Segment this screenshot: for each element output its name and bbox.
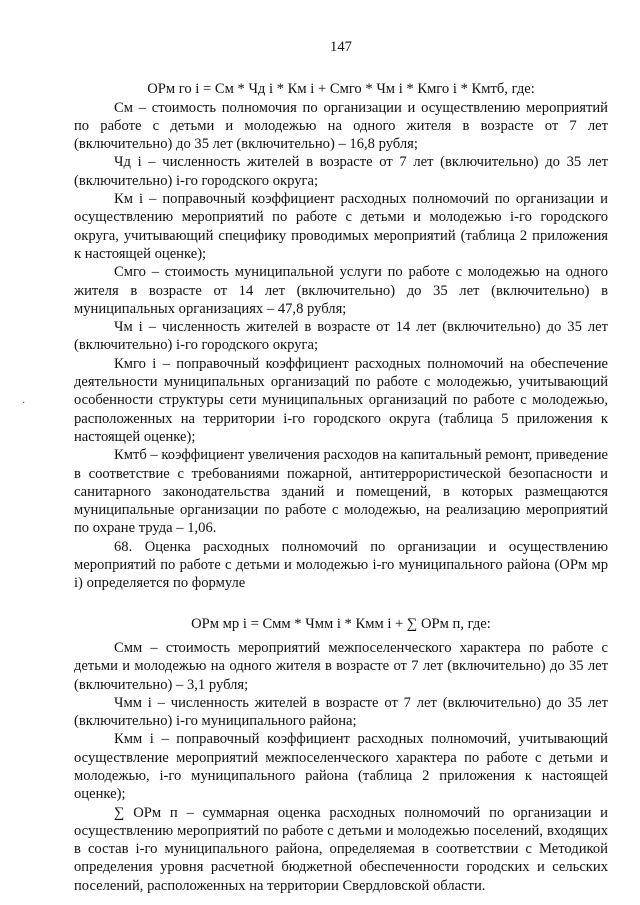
paragraph-sum-orm: ∑ ОРм п – суммарная оценка расходных полномочий по организации и осуществлению мероприятий по работе с детьми и молодежью поселений, входящих в состав i-го муниципального района, определяемая в соответствии с Методикой определения уровня расчетной бюджетной обеспеченности городских и сельских поселений, расположенных на территории Свердловской области. (74, 804, 608, 894)
paragraph-kmgo: Кмго i – поправочный коэффициент расходных полномочий на обеспечение деятельности муниципальных организаций по работе с молодежью, учитывающий особенности структуры сети муниципальных организаций по работе с молодежью, расположенных на территории i-го городского округа (таблица 5 приложения к настоящей оценке); (74, 355, 608, 445)
paragraph-section-68: 68. Оценка расходных полномочий по организации и осуществлению мероприятий по работе с детьми и молодежью i-го муниципального района (ОРм мр i) определяется по формуле (74, 538, 608, 592)
margin-dot-mark: · (22, 398, 26, 409)
formula-municipal-district: ОРм мр i = Смм * Чмм i * Кмм i + ∑ ОРм п, где: (191, 615, 491, 632)
paragraph-sm: См – стоимость полномочия по организации и осуществлению мероприятий по работе с детьми и молодежью на одного жителя в возрасте от 7 лет (включительно) до 35 лет (включительно) – 16,8 рубля; (74, 99, 608, 153)
formula-city-district: ОРм го i = См * Чд i * Км i + Смго * Чм i * Кмго i * Кмтб, где: (147, 81, 535, 98)
paragraph-chd: Чд i – численность жителей в возрасте от 7 лет (включительно) до 35 лет (включительно) i-го городского округа; (74, 154, 608, 189)
paragraph-chmm: Чмм i – численность жителей в возрасте от 7 лет (включительно) до 35 лет (включительно) i-го муниципального района; (74, 694, 608, 730)
page-number: 147 (330, 39, 352, 55)
document-page (74, 38, 608, 895)
paragraph-chm: Чм i – численность жителей в возрасте от 14 лет (включительно) до 35 лет (включительно) i-го городского округа; (74, 319, 608, 354)
paragraph-smm: Смм – стоимость мероприятий межпоселенческого характера по работе с детьми и молодежью на одного жителя в возрасте от 7 лет (включительно) до 35 лет (включительно) – 3,1 рубля; (74, 639, 608, 693)
paragraph-smgo: Смго – стоимость муниципальной услуги по работе с молодежью на одного жителя в возрасте от 14 лет (включительно) до 35 лет (включительно) в муниципальных организациях – 47,8 рубля; (74, 264, 608, 317)
paragraph-kmm: Кмм i – поправочный коэффициент расходных полномочий, учитывающий осуществление мероприятий межпоселенческого характера по работе с детьми и молодежью, i-го муниципального района (таблица 2 приложения к настоящей оценке); (74, 731, 608, 803)
paragraph-km: Км i – поправочный коэффициент расходных полномочий по организации и осуществлению мероприятий по работе с детьми и молодежью i-го городского округа, учитывающий специфику проводимых мероприятий (таблица 2 приложения к настоящей оценке); (74, 191, 608, 262)
paragraph-kmtb: Кмтб – коэффициент увеличения расходов на капитальный ремонт, приведение в соответствие с требованиями пожарной, антитеррористической безопасности и санитарного законодательства зданий и помещений, в которых размещаются муниципальные организации по работе с молодежью, на реализацию мероприятий по охране труда – 1,06. (74, 447, 608, 537)
